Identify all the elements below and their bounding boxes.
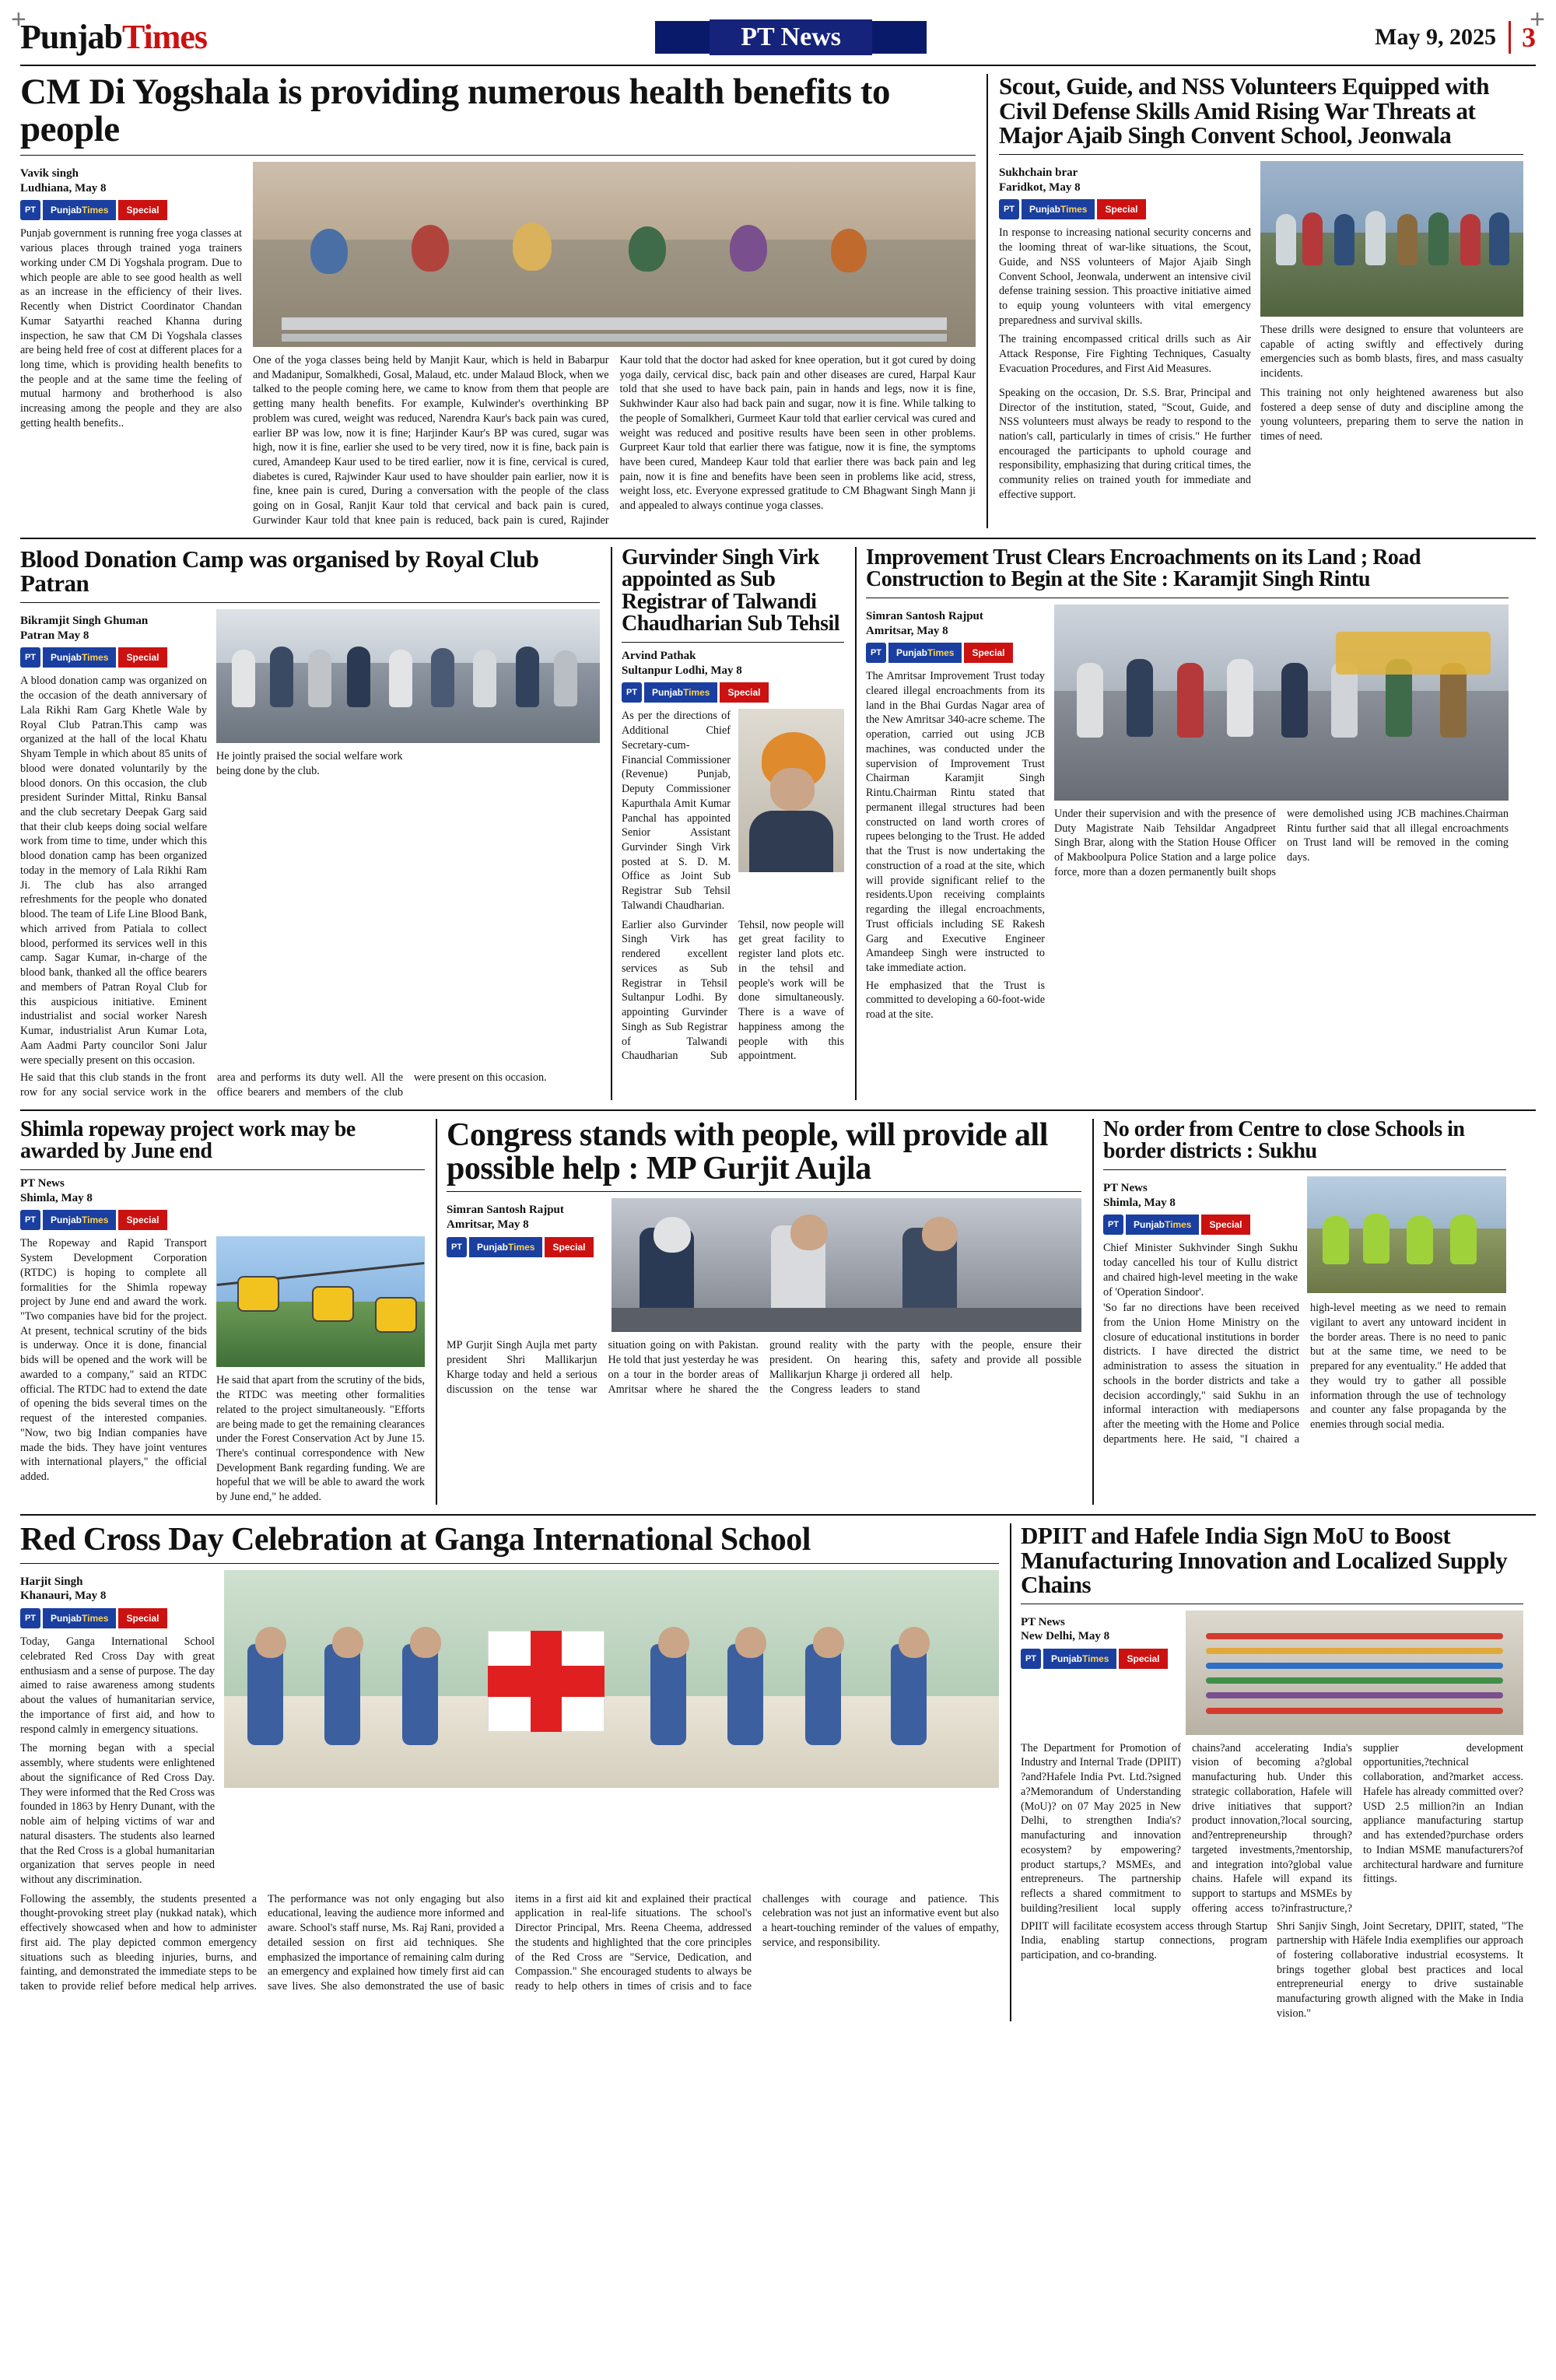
punjab-times-logo-icon: PT [447,1237,467,1257]
byline-place: Amritsar, May 8 [447,1218,529,1232]
article-photo [224,1570,999,1788]
article-right-column [1054,605,1509,976]
article-blood-donation-camp [20,547,600,1100]
article-body-p5: This training not only heightened awareness but also fostered a deep sense of duty and discipline among the young volunteers, preparing them to serve the nation in times of need. [1260,386,1523,443]
byline-author: PT News [1021,1615,1065,1628]
article-body-p2: Under their supervision and with the presence of Duty Magistrate Naib Tehsildar Angadpreet Singh Brar, along with the Station House Officer of Makboolpura Police Station and a large police force, more than a dozen permanently built shops were demolished using JCB machines.Chairman Rintu further said that all illegal encroachments on Trust land will be removed in the coming days. [1054,807,1509,878]
article-right-column [1260,161,1523,381]
article-body-p2: One of the yoga classes being held by Manjit Kaur, which is held in Babarpur and Madanipur, Somalkhedi, Gosal, Malaud, etc. under Malaud Block, when we talked to the people coming here, we came to know from them that people are getting many health benefits. For example, Kulwinder's overthinking BP problem was cured, weight was reduced, Narendra Kaur's back pain was cured, earlier BP was low, now it is fine; Harjinder Kaur's BP was cured, sugar was high, now it is fine, earlier she used to be very tired, now it is fine, back pain is cured, Amandeep Kaur used to be tired earlier, now it is fine, cervical is cured, diabetes is cured, Rajwinder Kaur used to have shoulder pain earlier, now it is fine, knee pain is cured, During a conversation with the people of the class going on in Gosal, Ranjit Kaur told that cervical and back pain is cured, Gurwinder Kaur told that knee pain is reduced, back pain is cured, Rajinder Kaur told that the doctor had asked for knee operation, but it got cured by doing yoga daily, cervical disc, back pain and other diseases are cured, Harpal Kaur told that she used to have back pain, pain in hands and legs, now it is fine, Sukhwinder Kaur also had back pain and sugar, now it is fine. While talking to the people of Somalkheri, Gurmeet Kaur told that earlier cervical was cured and weight was reduced and positive results have been seen in other problems. Gurpreet Kaur told that earlier there was fatigue, now it is fine, the symptoms have been cured, Mandeep Kaur told that earlier there was back pain and leg pain, now it is fine and benefits have been seen in problems like acid, stress, weight loss, etc. Everyone expressed gratitude to CM Bhagwant Singh Mann ji and appealed to always continue yoga classes. [253,353,976,527]
article-body-p1: The Department for Promotion of Industry and Internal Trade (DPIIT) ?and?Hafele India Pvt. Ltd.?signed a?Memorandum of Understanding (MoU)? on 07 May 2025 in New Delhi, to strengthen India's?manufacturing and innovation ecosystem? by empowering?product startups,? MSMEs, and entrepreneurs. The partnership reflects a shared commitment to building?resilient local supply chains?and accelerating India's vision of becoming a?global manufacturing hub. Under this strategic collaboration, Hafele will drive initiatives that support?product innovation,?local sourcing, and?entrepreneurship through?targeted investments,?mentorship, and integration into?global value chains. Hafele will expand its support to startups and MSMEs by offering access to?infrastructure,? supplier development opportunities,?technical collaboration, and?market access. Hafele has already committed over?USD 2.5 million?in an Indian appliance manufacturing startup and has extended?purchase orders to Indian MSME manufacturers?of architectural hardware and furniture fittings. [1021,1741,1523,1915]
byline-place: New Delhi, May 8 [1021,1630,1110,1643]
headline: Shimla ropeway project work may be awarded by June end [20,1116,356,1164]
source-tag-strip [20,1608,215,1628]
byline-author: Arvind Pathak [622,649,696,662]
article-body-p2: DPIIT will facilitate ecosystem access through Startup India, enabling startup connections, program participation, and co-branding. [1021,1919,1267,1962]
article-cm-di-yogshala [20,74,976,528]
article-body-p2: The training encompassed critical drills such as Air Attack Response, Fire Fighting Techniques, Casualty Evacuation Procedures, and First Aid Measures. [999,333,1251,375]
byline-place: Ludhiana, May 8 [20,181,107,195]
source-name: Punjab Times [888,643,962,663]
byline-author: PT News [1103,1181,1148,1194]
article-body-p1: The Ropeway and Rapid Transport System Development Corporation (RTDC) is hoping to complete all formalities for the Shimla ropeway project by June end and award the work. "Two companies have bid for the project. At present, technical scrutiny of the bids is underway. Once it is done, financial bids will be opened and the work will be awarded to a company," said an RTDC official. The RTDC had to extend the date of opening the bids several times on the request of the interested companies. "Now, two big Indian companies have made the bids. They have joint ventures with international players," the official added. [20,1237,207,1484]
page-number: 3 [1509,21,1536,54]
article-body-p3: He emphasized that the Trust is committed to developing a 60-foot-wide road at the site. [866,979,1045,1022]
byline-author: PT News [20,1176,65,1190]
source-name: Punjab Times [43,1210,116,1230]
article-body-p2: 'So far no directions have been received from the Union Home Ministry on the closure of educational institutions in border districts. I have directed the district administration to assess the situation in schools in the border districts and take a decision accordingly," said Sukhu in an informal interaction with mediapersons after the meeting with the Home and Police departments here. He said, "I chaired a high-level meeting as we need to remain vigilant to avert any untoward incident in the border areas. There is no need to panic but at the same time, we need to be prepared for any eventuality." He added that they would try to gather all possible information through the use of technology and counter any false propaganda by the enemies through social media. [1103,1302,1506,1446]
punjab-times-logo-icon: PT [20,647,40,668]
source-name: Punjab Times [1126,1215,1199,1235]
byline-place: Faridkot, May 8 [999,181,1081,194]
article-body-p2: He said that apart from the scrutiny of the bids, the RTDC was meeting other formalities related to the project simultaneously. "Efforts are being made to get the remaining clearances under the Forest Conservation Act by June 15. There's continual correspondence with New Development Bank regarding funding. We are hopeful that we will be able to award the work by June end," he added. [216,1374,425,1504]
source-name: Punjab Times [469,1237,542,1257]
special-badge: Special [118,1608,166,1628]
article-gurvinder-singh-virk [611,547,844,1100]
punjab-times-logo-icon: PT [20,1608,40,1628]
article-body-p2: Earlier also Gurvinder Singh Virk has rendered excellent services as Sub Registrar in Tehsil Sultanpur Lodhi. By appointing Gurvinder Singh as Sub Registrar of Talwandi Chaudharian Sub Tehsil, now people will get great facility to register land plots etc. in the tehsil and people's work will be done simultaneously. There is a wave of happiness among the people with this appointment. [622,918,844,1063]
article-left-column [1103,1176,1298,1299]
article-body-p1: Today, Ganga International School celebrated Red Cross Day with great enthusiasm and a sense of purpose. The day aimed to raise awareness among students about the values of humanitarian service, the importance of first aid, and how to respond calmly in emergency situations. [20,1635,215,1736]
masthead [20,14,1536,65]
article-photo [216,609,600,743]
byline-place: Shimla, May 8 [1103,1196,1176,1209]
article-body-p2: The morning began with a special assembly, where students were enlightened about the significance of Red Cross Day. They were informed that the Red Cross was founded in 1863 by Henry Dunant, with the noble aim of helping victims of war and natural disasters. The students also learned that the Red Cross is a global humanitarian organization that serves people in need without any discrimination. [20,1742,215,1886]
masthead-rule [20,65,1536,66]
punjab-times-logo-icon: PT [866,643,886,663]
article-body-p3: Shri Sanjiv Singh, Joint Secretary, DPIIT, stated, "The partnership with Häfele India exemplifies our approach of fostering collaborative industrial ecosystems. It brings together global best practices and local entrepreneurial energy to drive sustainable manufacturing growth aligned with the Make in India vision." [1277,1919,1523,2020]
article-body-p3: He said that this club stands in the front row for any social service work in the area and performs its duty well. All the office bearers and members of the club were present on this occasion. [20,1071,547,1099]
article-photo [1260,161,1523,317]
punjab-times-logo-icon: PT [999,199,1019,219]
article-left-column [447,1198,602,1332]
headline: Blood Donation Camp was organised by Royal Club Patran [20,545,539,598]
section-rule-3 [20,1514,1536,1516]
article-left-column [20,609,207,1067]
source-tag-strip [20,647,207,668]
banner-label: PT News [710,19,872,55]
headline: Red Cross Day Celebration at Ganga International School [20,1521,811,1558]
punjab-times-logo-icon: PT [1021,1649,1041,1669]
source-name: Punjab Times [644,682,717,703]
article-left-column [866,605,1045,976]
article-body-p1: The Amritsar Improvement Trust today cleared illegal encroachments from its land in the Bhai Gurdas Nagar area of the New Amritsar 340-acre scheme. The operation, carried out using JCB machines, was conducted under the supervision of Improvement Trust Chairman Karamjit Singh Rintu.Chairman Rintu stated that permanent illegal structures had been constructed on land worth crores of rupees belonging to the Trust. He added that the Trust is now undertaking the construction of a road at the site, which will provide significant relief to the residents.Upon receiving complaints regarding the illegal encroachments, Trust officials including SE Rakesh Garg and Executive Engineer Amandeep Singh were instructed to take immediate action. [866,670,1045,974]
special-badge: Special [118,1210,166,1230]
headline: Congress stands with people, will provide all possible help : MP Gurjit Aujla [447,1116,1048,1186]
publication-title-part1: Punjab [20,18,122,56]
article-photo [1186,1611,1523,1735]
publication-title-part2: Times [121,18,208,56]
byline-author: Sukhchain brar [999,166,1078,179]
byline-author: Harjit Singh [20,1575,83,1588]
special-badge: Special [720,682,768,703]
source-tag-strip [1103,1215,1298,1235]
registration-mark-top-right: + [1530,5,1545,34]
source-name: Punjab Times [43,647,116,668]
source-tag-strip [622,682,844,703]
article-right-column [216,609,600,1067]
article-right-area [253,162,976,528]
article-photo [1307,1176,1506,1293]
byline-place: Amritsar, May 8 [866,624,948,637]
punjab-times-logo-icon: PT [622,682,642,703]
source-name: Punjab Times [43,1608,116,1628]
region-bottom [20,1523,1536,2021]
section-rule-1 [20,538,1536,539]
punjab-times-logo-icon: PT [20,1210,40,1230]
special-badge: Special [118,647,166,668]
source-tag-strip [999,199,1251,219]
section-rule-2 [20,1109,1536,1111]
punjab-times-logo-icon: PT [1103,1215,1123,1235]
article-photo-portrait [738,709,844,872]
article-photo [1054,605,1509,801]
article-body-p1: Chief Minister Sukhvinder Singh Sukhu today cancelled his tour of Kullu district and chaired high-level meeting in the wake of 'Operation Sindoor'. [1103,1242,1298,1299]
article-left-column [1021,1611,1176,1735]
article-body-p1: Punjab government is running free yoga classes at various places through trained yoga trainers working under CM Di Yogshala program. Due to which people are able to see good health as well as an increase in the efficiency of their lives. Recently when District Coordinator Chandan Kumar Satyarthi reached Khanna during inspection, he saw that CM Di Yogshala classes are being held free of cost at different places for a long time, which is providing health benefits to the people and at the same time the feeling of mutual harmony and brotherhood is also increasing among the people and they are also getting health benefits.. [20,227,242,429]
article-photo [612,1198,1081,1332]
byline-place: Shimla, May 8 [20,1191,93,1204]
article-body-p1: As per the directions of Additional Chief Secretary-cum-Financial Commissioner (Revenue) Punjab, Deputy Commissioner Kapurthala Amit Kumar Panchal has appointed Senior Assistant Gurvinder Singh Virk posted at S. D. M. Office as Joint Sub Registrar Sub Tehsil Talwandi Chaudharian. [622,710,731,912]
article-dpiit-hafele [1010,1523,1523,2021]
special-badge: Special [545,1237,593,1257]
section-banner [655,19,927,55]
source-tag-strip [1021,1649,1176,1669]
byline-place: Sultanpur Lodhi, May 8 [622,664,742,677]
source-name: Punjab Times [43,200,116,220]
region-top [20,74,1536,528]
masthead-right [1375,21,1536,54]
article-body-p1: MP Gurjit Singh Aujla met party president Shri Mallikarjun Kharge today and held a serious discussion on the tense war situation going on with Pakistan. He told that just yesterday he was on a tour in the border areas of Amritsar where he shared the ground reality with the party president. On hearing this, Mallikarjun Kharge ji ordered all the Congress leaders to stand with the people, ensure their safety and provide all possible help. [447,1339,1081,1396]
headline: Gurvinder Singh Virk appointed as Sub Registrar of Talwandi Chaudharian Sub Tehsil [622,545,840,636]
article-body-p1: In response to increasing national security concerns and the looming threat of war-like situations, the Scout, Guide, and NSS volunteers of Major Ajaib Singh Convent School, Jeonwala, underwent an intensive civil defense training session. This proactive initiative aimed to equip young volunteers with vital emergency preparedness and survival skills. [999,226,1251,327]
special-badge: Special [1201,1215,1249,1235]
headline: Improvement Trust Clears Encroachments on its Land ; Road Construction to Begin at the Site : Karamjit Singh Rintu [866,545,1421,592]
publication-title [20,17,207,57]
article-left-column [20,1570,215,1888]
byline-author: Vavik singh [20,166,79,180]
byline-place: Patran May 8 [20,629,89,642]
article-red-cross-day [20,1523,999,2021]
issue-date: May 9, 2025 [1375,23,1496,50]
registration-mark-top-left: + [11,5,26,34]
article-body-p4: Speaking on the occasion, Dr. S.S. Brar, Principal and Director of the institution, stated, "Scout, Guide, and NSS volunteers must always be ready to respond to the nation's call, particularly in times of crisis." He further encouraged the participants to uphold courage and responsibility, emphasizing that during critical times, the community relies on trained youth for immediate and effective support. [999,386,1251,501]
source-name: Punjab Times [1022,199,1095,219]
article-left-column [999,161,1251,381]
article-body-p1: A blood donation camp was organized on the occasion of the death anniversary of Lala Rikhi Ram Garg Khetle Wale by Royal Club Patran.This camp was organized at the hall of the local Khatu Shyam Temple in which about 85 units of blood were donated voluntarily by the blood donors. On this occasion, the club president Surinder Mittal, Rinku Bansal and the club secretary Deepak Garg said that their club keeps doing social welfare work from time to time, under which this blood donation camp has been organized today in the memory of Lala Rikhi Ram Ji. The club has also arranged refreshments for the people who donated blood. The team of Life Line Blood Bank, which arrived from Patiala to collect blood, performed its services well in this camp. Sagar Kumar, in-charge of the blood bank, thanked all the office bearers and members of Patran Royal Club for this auspicious initiative. Eminent industrialist and social worker Naresh Kumar, industrialist Arun Kumar Lota, Aam Aadmi Party councilor Soni Jalur were specially present on this occasion. [20,675,207,1067]
region-third [20,1116,1536,1505]
special-badge: Special [1119,1649,1167,1669]
punjab-times-logo-icon: PT [20,200,40,220]
source-tag-strip [866,643,1045,663]
article-photo [253,162,976,347]
article-photo [216,1236,425,1367]
source-tag-strip [20,1210,425,1230]
special-badge: Special [118,200,166,220]
article-improvement-trust [855,547,1509,1100]
special-badge: Special [964,643,1012,663]
article-no-order-schools [1092,1116,1506,1505]
headline: Scout, Guide, and NSS Volunteers Equipped with Civil Defense Skills Amid Rising War Threats at Major Ajaib Singh Convent School, Jeonwala [999,72,1489,149]
headline: DPIIT and Hafele India Sign MoU to Boost Manufacturing Innovation and Localized Supply Chains [1021,1521,1508,1599]
byline-author: Bikramjit Singh Ghuman [20,614,149,627]
banner-bar-left [655,21,710,54]
region-middle [20,547,1536,1100]
source-tag-strip [447,1237,602,1257]
banner-bar-right [872,21,927,54]
article-body-p2: He jointly praised the social welfare work being done by the club. [216,749,403,777]
article-body-p3: These drills were designed to ensure that volunteers are capable of acting swiftly and effectively during emergencies such as bomb blasts, fires, and mass casualty incidents. [1260,323,1523,380]
source-name: Punjab Times [1043,1649,1116,1669]
byline-place: Khanauri, May 8 [20,1590,107,1603]
special-badge: Special [1097,199,1145,219]
article-left-column [20,162,242,528]
article-body-p3: Following the assembly, the students presented a thought-provoking street play (nukkad natak), which effectively showcased when and how to administer first aid. The play depicted common emergency situations such as bleeding injuries, burns, and fainting, and demonstrated the immediate steps to be taken to provide relief before medical help arrives. The performance was not only engaging but also educational, leaving the audience more informed and aware. School's staff nurse, Ms. Raj Rani, provided a detailed session on first aid techniques. She emphasized the importance of remaining calm during an emergency and explained how timely first aid can save lives. She also demonstrated the use of basic items in a first aid kit and explained their practical application in real-life situations. The school's Director Principal, Mrs. Reena Cheema, addressed the students and highlighted that the core principles of the Red Cross are "Service, Dedication, and Compassion." She encouraged students to always be ready to help others in times of crisis and to face challenges with courage and patience. This celebration was not just an informative event but also a heart-touching reminder of the values of empathy, service, and responsibility. [20,1892,999,1993]
source-tag-strip [20,200,242,220]
article-shimla-ropeway [20,1116,425,1505]
headline: CM Di Yogshala is providing numerous health benefits to people [20,72,891,149]
byline-author: Simran Santosh Rajput [866,609,983,622]
headline: No order from Centre to close Schools in border districts : Sukhu [1103,1116,1465,1164]
byline-author: Simran Santosh Rajput [447,1204,564,1217]
article-scout-guide-nss [987,74,1523,528]
article-congress-aujla [436,1116,1081,1505]
